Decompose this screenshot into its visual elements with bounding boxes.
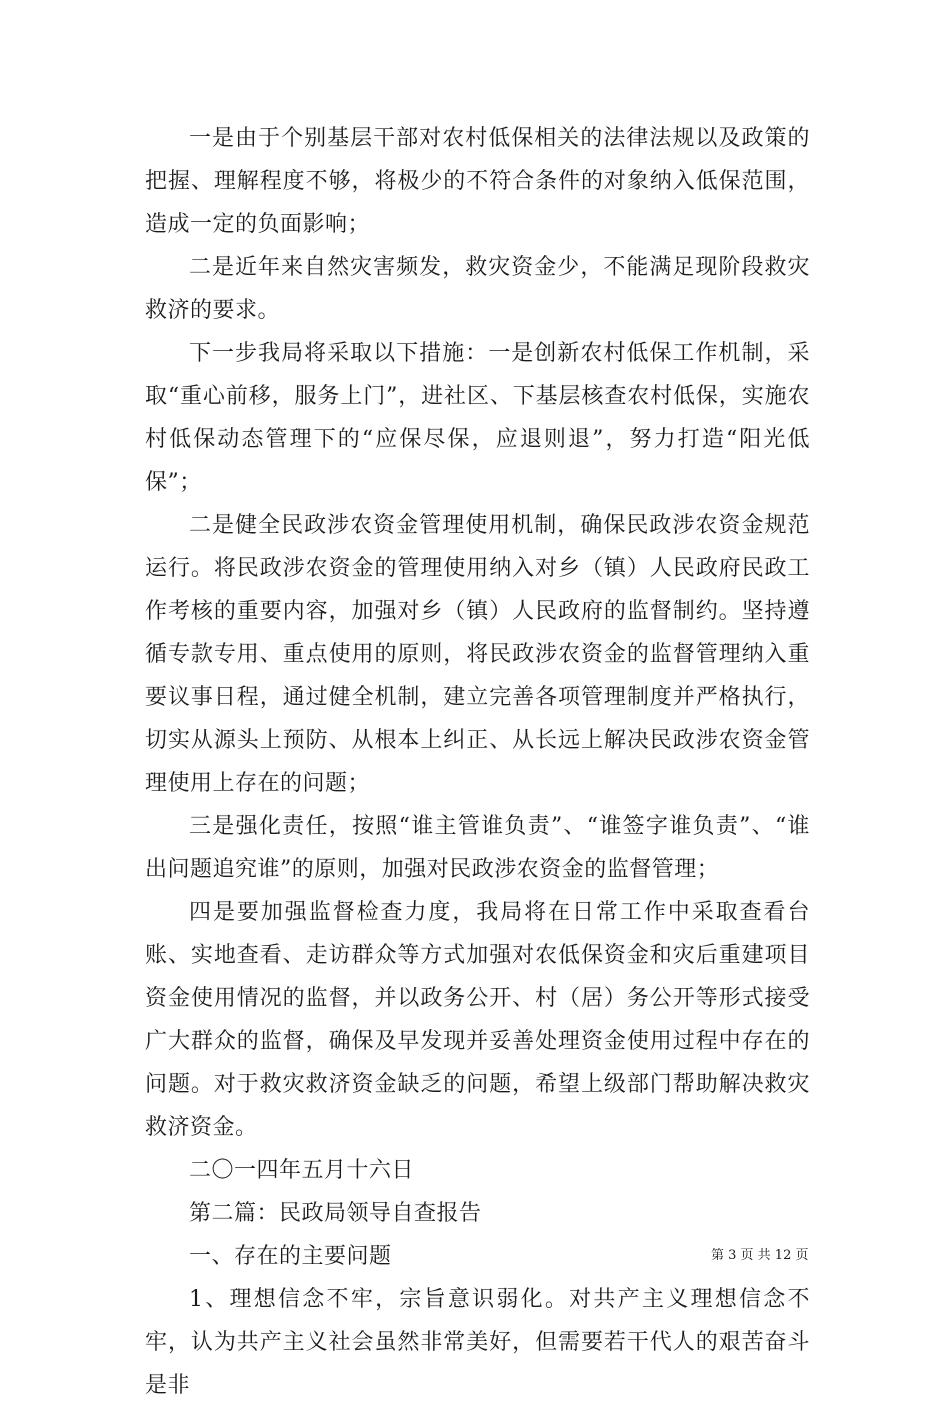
paragraph-3: 下一步我局将采取以下措施：一是创新农村低保工作机制，采取“重心前移，服务上门”，进社区、下基层核查农村低保，实施农村低保动态管理下的“应保尽保，应退则退”，努力打造“阳光低保”； xyxy=(145,341,810,495)
date-line: 二〇一四年五月十六日 xyxy=(189,1158,415,1183)
paragraph-7: 1、理想信念不牢，宗旨意识弱化。对共产主义理想信念不牢，认为共产主义社会虽然非常美好，但需要若干代人的艰苦奋斗是非 xyxy=(145,1287,810,1398)
section-title: 第二篇：民政局领导自查报告 xyxy=(189,1201,482,1226)
paragraph-5: 三是强化责任，按照“谁主管谁负责”、“谁签字谁负责”、“谁出问题追究谁”的原则，加强对民政涉农资金的监督管理； xyxy=(145,814,810,882)
paragraph-2: 二是近年来自然灾害频发，救灾资金少，不能满足现阶段救灾救济的要求。 xyxy=(145,255,810,323)
paragraph-1: 一是由于个别基层干部对农村低保相关的法律法规以及政策的把握、理解程度不够，将极少的不符合条件的对象纳入低保范围，造成一定的负面影响； xyxy=(145,126,810,237)
paragraph-6: 四是要加强监督检查力度，我局将在日常工作中采取查看台账、实地查看、走访群众等方式加强对农低保资金和灾后重建项目资金使用情况的监督，并以政务公开、村（居）务公开等形式接受广大群众的监督，确保及早发现并妥善处理资金使用过程中存在的问题。对于救灾救济资金缺乏的问题，希望上级部门帮助解决救灾救济资金。 xyxy=(145,900,810,1140)
paragraph-4: 二是健全民政涉农资金管理使用机制，确保民政涉农资金规范运行。将民政涉农资金的管理使用纳入对乡（镇）人民政府民政工作考核的重要内容，加强对乡（镇）人民政府的监督制约。坚持遵循专款专用、重点使用的原则，将民政涉农资金的监督管理纳入重要议事日程，通过健全机制，建立完善各项管理制度并严格执行，切实从源头上预防、从根本上纠正、从长远上解决民政涉农资金管理使用上存在的问题； xyxy=(145,513,810,796)
page-number-footer: 第 3 页 共 12 页 xyxy=(711,1248,809,1263)
subsection-heading: 一、存在的主要问题 xyxy=(189,1244,392,1269)
document-body xyxy=(145,117,810,1407)
